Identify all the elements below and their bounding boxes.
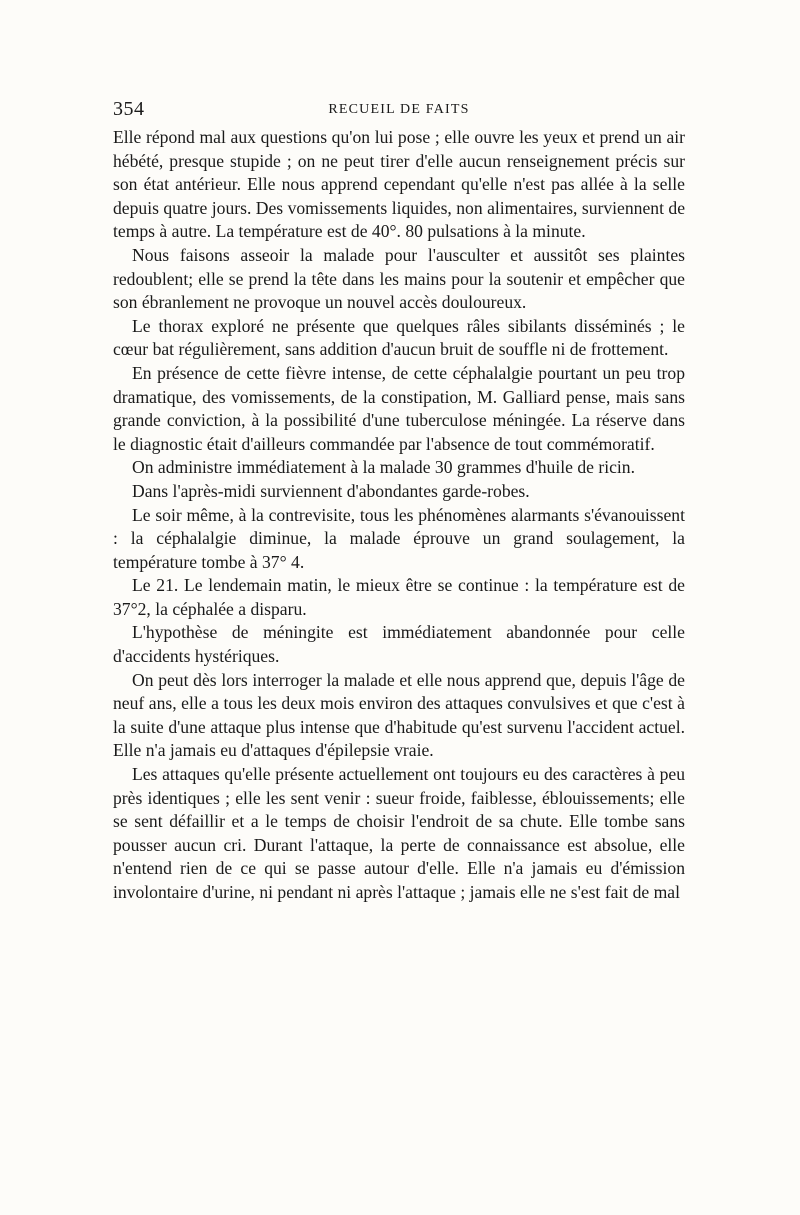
paragraph: Dans l'après-midi surviennent d'abondantes garde-robes. [132,480,530,501]
page-number: 354 [113,98,145,120]
running-title: RECUEIL DE FAITS [328,102,470,117]
book-page [113,94,685,905]
paragraph: En présence de cette fièvre intense, de cette céphalalgie pourtant un peu trop dramatique, des vomissements, de la constipation, M. Galliard pense, mais sans grande conviction, à la possibilité d'une tuberculose méningée. La réserve dans le diagnostic était d'ailleurs commandée par l'absence de tout commémoratif. [113,362,685,454]
paragraph: Le 21. Le lendemain matin, le mieux être se continue : la température est de 37°2, la céphalée a disparu. [113,575,685,619]
paragraph: Le soir même, à la contrevisite, tous les phénomènes alarmants s'évanouissent : la céphalalgie diminue, la malade éprouve un grand soulagement, la température tombe à 37° 4. [113,504,685,572]
paragraph: Elle répond mal aux questions qu'on lui pose ; elle ouvre les yeux et prend un air hébété, presque stupide ; on ne peut tirer d'elle aucun renseignement précis sur son état antérieur. Elle nous apprend cependant qu'elle n'est pas allée à la selle depuis quatre jours. Des vomissements liquides, non alimentaires, surviennent de temps à autre. La température est de 40°. 80 pulsations à la minute. [113,127,685,242]
page-body [113,126,685,905]
paragraph: On peut dès lors interroger la malade et elle nous apprend que, depuis l'âge de neuf ans, elle a tous les deux mois environ des attaques convulsives et que c'est à la suite d'une attaque plus intense que d'habitude qu'est survenu l'accident actuel. Elle n'a jamais eu d'attaques d'épilepsie vraie. [113,669,685,761]
paragraph: Nous faisons asseoir la malade pour l'ausculter et aussitôt ses plaintes redoublent; elle se prend la tête dans les mains pour la soutenir et empêcher que son ébranlement ne provoque un nouvel accès douloureux. [113,244,685,313]
paragraph: L'hypothèse de méningite est immédiatement abandonnée pour celle d'accidents hystériques. [113,622,685,667]
paragraph: Les attaques qu'elle présente actuellement ont toujours eu des caractères à peu près identiques ; elle les sent venir : sueur froide, faiblesse, éblouissements; elle se sent défaillir et a le temps de choisir l'endroit de sa chute. Elle tombe sans pousser aucun cri. Durant l'attaque, la perte de connaissance est absolue, elle n'entend rien de ce qui se passe autour d'elle. Elle n'a jamais eu d'émission involontaire d'urine, ni pendant ni après l'attaque ; jamais elle ne s'est fait de mal [113,764,685,902]
paragraph: Le thorax exploré ne présente que quelques râles sibilants disséminés ; le cœur bat régulièrement, sans addition d'aucun bruit de souffle ni de frottement. [113,315,685,360]
paragraph: On administre immédiatement à la malade 30 grammes d'huile de ricin. [132,457,635,478]
page-header [113,94,685,126]
